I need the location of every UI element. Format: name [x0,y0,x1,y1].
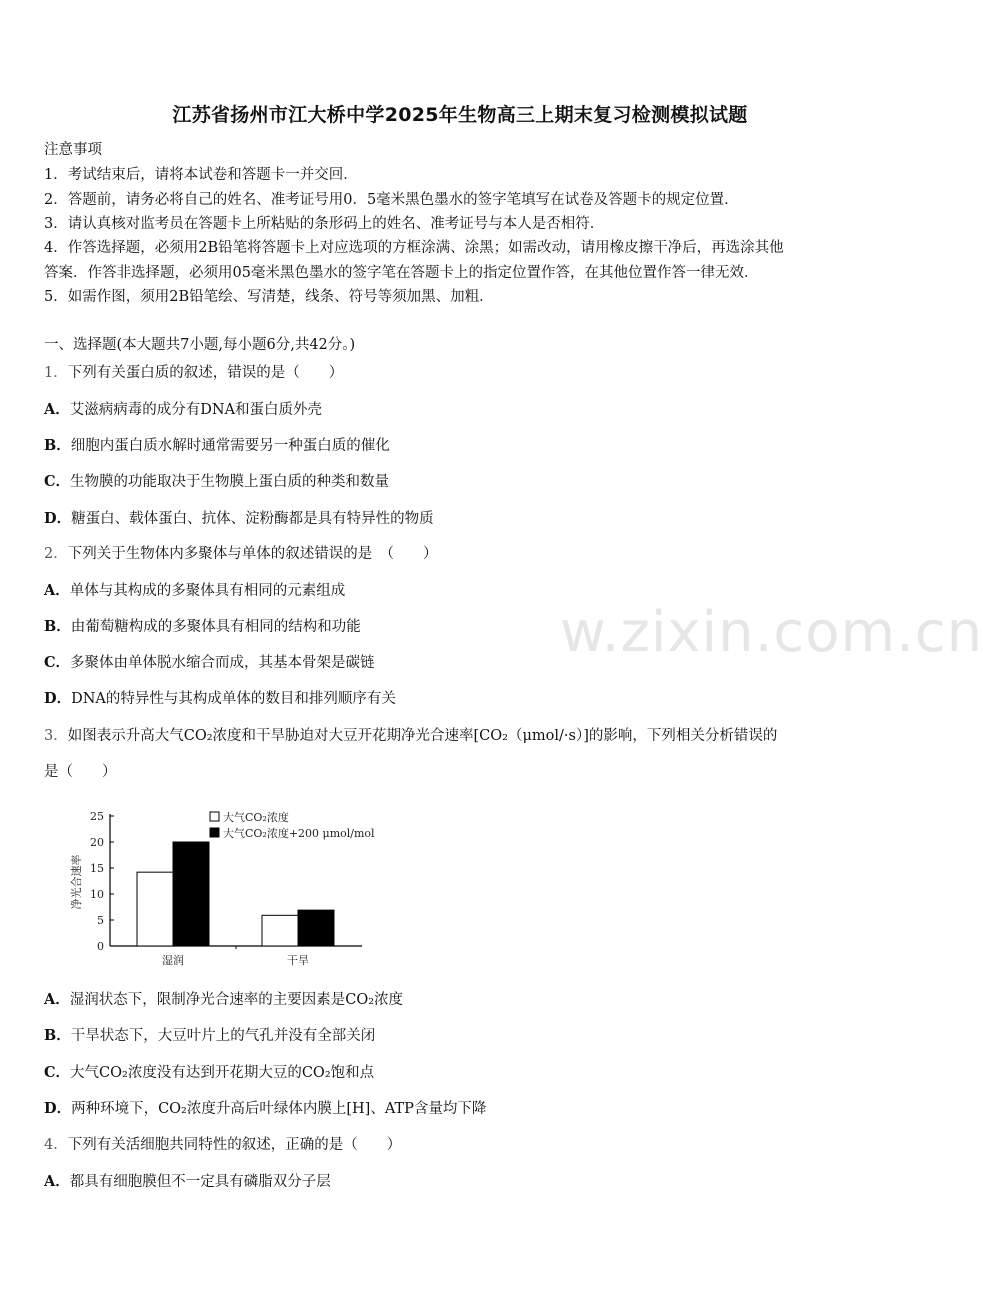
question-text: 下列有关活细胞共同特性的叙述，正确的是（ ） [67,1137,402,1153]
legend-swatch [210,812,219,821]
y-tick-label: 10 [90,888,104,901]
option-1b [44,434,390,455]
chart-category-labels [162,954,309,967]
option-2a [44,579,345,600]
bar-chart [66,800,396,970]
option-text: 生物膜的功能取决于生物膜上蛋白质的种类和数量 [70,474,390,490]
option-3b [44,1024,375,1045]
legend-label: 大气CO₂浓度 [223,811,289,824]
question-3-stem [44,724,777,745]
option-letter: C． [44,473,71,490]
option-2c [44,651,375,672]
notice-item: 5．如需作图，须用2B铅笔绘、写清楚，线条、符号等须加黑、加粗． [44,289,494,305]
y-tick-label: 15 [90,862,104,875]
option-2b [44,615,361,636]
option-letter: B． [44,618,71,635]
y-tick-label: 25 [90,810,104,823]
option-4a [44,1170,331,1191]
option-letter: D． [44,510,72,527]
option-1d [44,507,434,528]
option-2d [44,687,396,708]
option-text: 多聚体由单体脱水缩合而成，其基本骨架是碳链 [70,655,375,671]
bar [262,915,298,946]
option-text: 两种环境下，CO₂浓度升高后叶绿体内膜上[H]、ATP含量均下降 [71,1101,487,1117]
legend-label: 大气CO₂浓度+200 μmol/mol [223,827,375,840]
notice-heading: 注意事项 [44,142,102,158]
option-text: 细胞内蛋白质水解时通常需要另一种蛋白质的催化 [70,438,390,454]
x-tick-label: 湿润 [162,954,184,967]
notice-item: 3．请认真核对监考员在答题卡上所粘贴的条形码上的姓名、准考证号与本人是否相符． [44,216,605,232]
option-text: 由葡萄糖构成的多聚体具有相同的结构和功能 [70,619,361,635]
page-title: 江苏省扬州市江大桥中学2025年生物高三上期末复习检测模拟试题 [172,104,748,126]
option-3d [44,1097,486,1118]
y-tick-label: 0 [97,940,104,953]
y-tick-label: 5 [97,914,104,927]
section-heading: 一、选择题(本大题共7小题,每小题6分,共42分。) [44,337,356,353]
option-1c [44,470,389,491]
option-1a [44,398,322,419]
chart-legend [210,810,375,840]
question-1-stem [44,361,343,382]
y-axis-label: 净光合速率 [70,854,83,910]
option-letter: A． [44,401,70,418]
option-letter: C． [44,654,71,671]
question-number: 3． [44,728,68,744]
question-number: 2． [44,546,68,562]
question-2-stem [44,542,437,563]
chart-bars [137,842,334,946]
option-letter: A． [44,991,70,1008]
question-text: 下列关于生物体内多聚体与单体的叙述错误的是 （ ） [67,546,438,562]
notice-item: 答案．作答非选择题，必须用05毫米黑色墨水的签字笔在答题卡上的指定位置作答，在其他位置作答一律无效． [44,265,759,281]
question-number: 1． [44,365,68,381]
option-text: DNA的特异性与其构成单体的数目和排列顺序有关 [71,691,396,707]
question-text: 下列有关蛋白质的叙述，错误的是（ ） [67,365,344,381]
option-3a [44,988,403,1009]
bar [137,872,173,946]
option-text: 大气CO₂浓度没有达到开花期大豆的CO₂饱和点 [70,1065,375,1081]
option-letter: A． [44,1173,70,1190]
option-text: 单体与其构成的多聚体具有相同的元素组成 [69,583,346,599]
question-text: 如图表示升高大气CO₂浓度和干旱胁迫对大豆开花期净光合速率[CO₂（μmol/·s）]的影响，下列相关分析错误的 [67,728,778,744]
option-letter: C． [44,1064,71,1081]
option-text: 糖蛋白、载体蛋白、抗体、淀粉酶都是具有特异性的物质 [71,511,434,527]
question-3-stem-cont: 是（ ） [44,764,117,780]
notice-item: 2．答题前，请务必将自己的姓名、准考证号用0．5毫米黑色墨水的签字笔填写在试卷及答题卡的规定位置． [44,192,739,208]
option-letter: D． [44,690,72,707]
notice-item: 1．考试结束后，请将本试卷和答题卡一并交回． [44,167,358,183]
option-text: 湿润状态下，限制净光合速率的主要因素是CO₂浓度 [69,992,404,1008]
option-letter: A． [44,582,70,599]
option-text: 都具有细胞膜但不一定具有磷脂双分子层 [69,1174,331,1190]
notice-item: 4．作答选择题，必须用2B铅笔将答题卡上对应选项的方框涂满、涂黑；如需改动，请用橡皮擦干净后，再选涂其他 [44,240,784,256]
option-text: 干旱状态下，大豆叶片上的气孔并没有全部关闭 [70,1028,376,1044]
legend-swatch [210,828,219,837]
question-number: 4． [44,1137,68,1153]
y-tick-label: 20 [90,836,104,849]
option-letter: D． [44,1100,72,1117]
option-letter: B． [44,1027,71,1044]
watermark: w.zixin.com.cn [560,600,983,665]
bar [298,910,334,946]
question-4-stem [44,1133,401,1154]
option-text: 艾滋病病毒的成分有DNA和蛋白质外壳 [69,402,323,418]
option-3c [44,1061,374,1082]
bar [173,842,209,946]
x-tick-label: 干旱 [287,954,309,967]
option-letter: B． [44,437,71,454]
